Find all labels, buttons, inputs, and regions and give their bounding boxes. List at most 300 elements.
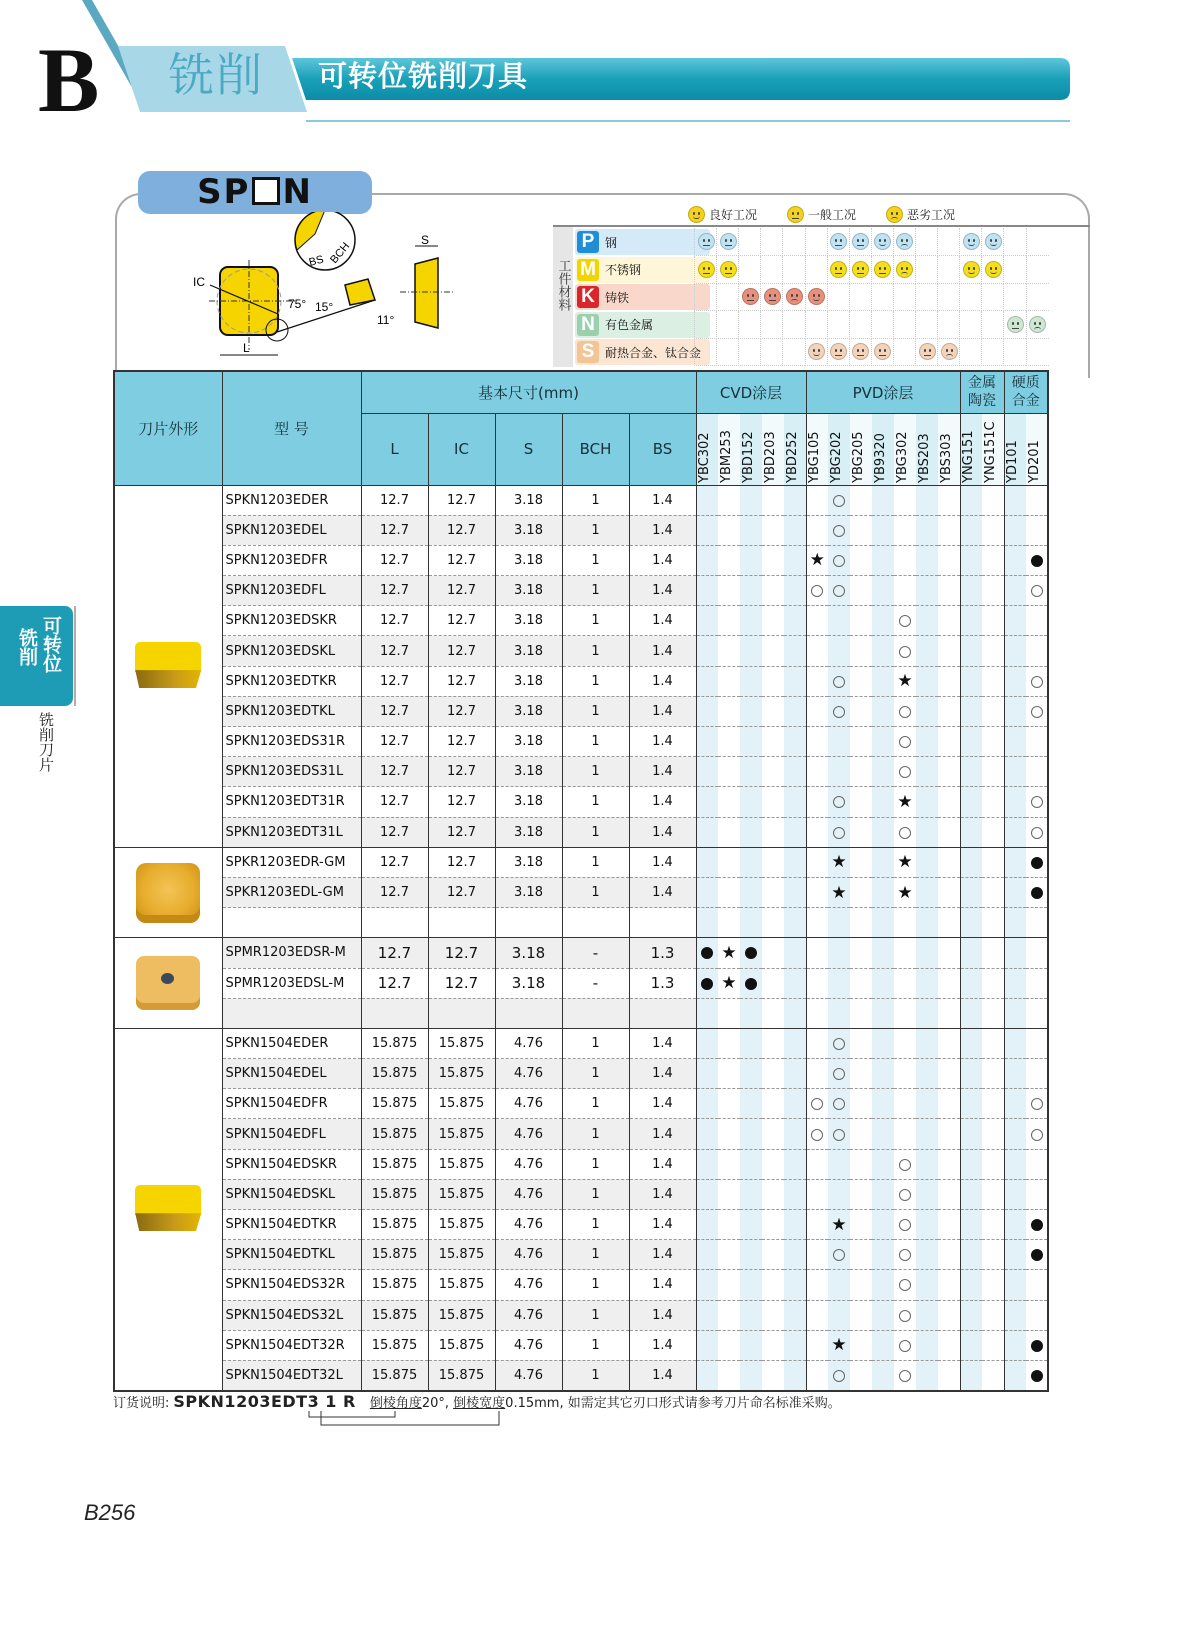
model-cell: SPKN1203EDT31L [222, 817, 361, 847]
grade-cell [1026, 1210, 1048, 1240]
grade-cell [762, 1300, 784, 1330]
grade-cell [850, 938, 872, 968]
grade-cell [740, 877, 762, 907]
grade-cell [1026, 1028, 1048, 1058]
grade-cell [718, 787, 740, 817]
dim-l-cell: 12.7 [361, 968, 428, 998]
grade-cell [740, 757, 762, 787]
grade-cell [938, 1179, 960, 1209]
grade-cell [982, 1360, 1004, 1390]
grade-cell [1004, 485, 1026, 515]
grade-cell [872, 757, 894, 787]
grade-cell [806, 636, 828, 666]
grade-cell [806, 968, 828, 998]
material-grade-cell [716, 338, 739, 366]
grade-cell [850, 696, 872, 726]
grade-cell [762, 1149, 784, 1179]
grade-cell [828, 938, 850, 968]
grade-cell [784, 877, 806, 907]
good-condition-face-icon [963, 233, 980, 250]
grade-cell [784, 1089, 806, 1119]
material-grade-cell [805, 311, 828, 339]
material-grade-cell [760, 228, 783, 256]
grade-cell [938, 787, 960, 817]
grade-cell [894, 998, 916, 1028]
material-grade-cell [782, 283, 805, 311]
grade-cell [740, 1028, 762, 1058]
grade-cell [938, 1270, 960, 1300]
grade-cell [806, 757, 828, 787]
grade-cell [740, 847, 762, 877]
grade-cell [872, 1089, 894, 1119]
grade-cell [806, 877, 828, 907]
grade-cell [850, 1240, 872, 1270]
grade-cell [828, 606, 850, 636]
grade-cell [696, 1240, 718, 1270]
material-grade-cell [937, 311, 960, 339]
grade-cell [982, 696, 1004, 726]
first-choice-star-icon: ★ [831, 1335, 847, 1356]
legend-normal: 一般工况 [787, 206, 856, 223]
grade-cell [806, 576, 828, 606]
grade-cell [960, 606, 982, 636]
table-row [114, 1300, 1048, 1330]
dim-l-cell: 15.875 [361, 1059, 428, 1089]
table-row [114, 1028, 1048, 1058]
dim-ic-cell: 12.7 [428, 847, 495, 877]
insert-shape-cell [114, 938, 222, 1029]
dim-bs-cell: 1.4 [629, 1270, 696, 1300]
grade-cell [850, 1330, 872, 1360]
table-row [114, 787, 1048, 817]
grade-cell [718, 1210, 740, 1240]
grade-cell [718, 515, 740, 545]
grade-cell [718, 877, 740, 907]
grade-cell [762, 877, 784, 907]
grade-cell [828, 908, 850, 938]
table-row [114, 877, 1048, 907]
grade-cell [916, 757, 938, 787]
chamfer-angle-label: 倒棱角度 [369, 1396, 422, 1411]
material-grade-cell [871, 283, 894, 311]
dim-ic-cell: 15.875 [428, 1028, 495, 1058]
grade-cell [740, 787, 762, 817]
dim-s-cell: 3.18 [495, 938, 562, 968]
grade-cell [850, 1300, 872, 1330]
grade-cell [740, 666, 762, 696]
legend-good: 良好工况 [688, 206, 757, 223]
dim-l-cell: 12.7 [361, 606, 428, 636]
grade-cell [982, 1240, 1004, 1270]
first-choice-star-icon: ★ [809, 550, 825, 571]
dim-ic-cell: 15.875 [428, 1330, 495, 1360]
dim-bch-cell: 1 [562, 1360, 629, 1390]
grade-cell [938, 1300, 960, 1330]
recommended-circle-icon [833, 1249, 845, 1261]
dim-bch-cell: 1 [562, 696, 629, 726]
grade-cell [960, 787, 982, 817]
material-grade-cell [805, 283, 828, 311]
material-grade-cell [694, 228, 717, 256]
grade-cell [762, 847, 784, 877]
model-cell: SPKN1504EDFR [222, 1089, 361, 1119]
grade-cell [828, 847, 850, 877]
dim-ic-cell [428, 998, 495, 1028]
model-cell: SPKN1203EDER [222, 485, 361, 515]
grade-cell [894, 877, 916, 907]
grade-cell [696, 1059, 718, 1089]
grade-cell [872, 1240, 894, 1270]
recommended-circle-icon [811, 1129, 823, 1141]
grade-cell [806, 1089, 828, 1119]
grade-cell [1026, 757, 1048, 787]
dim-bch-cell: 1 [562, 1300, 629, 1330]
material-grade-cell [694, 338, 717, 366]
dim-s-cell: 3.18 [495, 787, 562, 817]
grade-cell [1004, 545, 1026, 575]
grade-cell [1026, 545, 1048, 575]
available-dot-icon [701, 978, 713, 990]
normal-condition-face-icon [1007, 316, 1024, 333]
col-header-cermet: 金属陶瓷 [960, 371, 1004, 413]
material-letter-m: M [577, 259, 599, 281]
grade-cell [960, 485, 982, 515]
grade-cell [1026, 696, 1048, 726]
grade-cell [982, 757, 1004, 787]
grade-cell [982, 1119, 1004, 1149]
grade-cell [740, 1149, 762, 1179]
grade-cell [916, 877, 938, 907]
grade-cell [718, 636, 740, 666]
grade-cell [938, 1059, 960, 1089]
grade-cell [872, 1330, 894, 1360]
dim-s-cell: 3.18 [495, 545, 562, 575]
dim-s-cell: 3.18 [495, 817, 562, 847]
grade-cell [960, 908, 982, 938]
grade-cell [960, 1210, 982, 1240]
grade-cell [784, 938, 806, 968]
grade-cell [850, 666, 872, 696]
recommended-circle-icon [899, 1310, 911, 1322]
first-choice-star-icon: ★ [831, 1214, 847, 1235]
section-name: 铣削 [168, 48, 264, 102]
chamfer-angle-value: 20°, [421, 1396, 450, 1411]
grade-cell [1026, 485, 1048, 515]
available-dot-icon [1031, 555, 1043, 567]
dim-bs-cell: 1.4 [629, 757, 696, 787]
dim-bch-cell: - [562, 968, 629, 998]
grade-cell [1026, 1300, 1048, 1330]
table-row [114, 757, 1048, 787]
grade-cell [1026, 636, 1048, 666]
material-grade-cell [716, 228, 739, 256]
grade-cell [762, 1330, 784, 1360]
normal-condition-face-icon [830, 261, 847, 278]
grade-cell [1004, 968, 1026, 998]
dim-bch-cell: 1 [562, 817, 629, 847]
dim-l-cell: 12.7 [361, 636, 428, 666]
grade-cell [1004, 1270, 1026, 1300]
grade-cell [740, 696, 762, 726]
dim-s-cell: 3.18 [495, 968, 562, 998]
legend-bad: 恶劣工况 [886, 206, 955, 223]
material-grade-cell [827, 228, 850, 256]
available-dot-icon [745, 978, 757, 990]
grade-cell [784, 636, 806, 666]
grade-cell [718, 968, 740, 998]
recommended-circle-icon [899, 1189, 911, 1201]
model-cell: SPKN1203EDT31R [222, 787, 361, 817]
recommended-circle-icon [1031, 1129, 1043, 1141]
grade-cell [938, 998, 960, 1028]
recommended-circle-icon [811, 585, 823, 597]
grade-cell [960, 1119, 982, 1149]
grade-cell [784, 757, 806, 787]
grade-cell [740, 1119, 762, 1149]
dim-l-cell: 15.875 [361, 1270, 428, 1300]
grade-cell [696, 817, 718, 847]
grade-header-ybd252: YBD252 [784, 413, 806, 485]
grade-cell [938, 757, 960, 787]
grade-cell [960, 1330, 982, 1360]
recommended-circle-icon [899, 736, 911, 748]
recommended-circle-icon [1031, 827, 1043, 839]
dim-bch-cell: 1 [562, 1089, 629, 1119]
grade-cell [872, 1059, 894, 1089]
dim-bs-cell: 1.4 [629, 1089, 696, 1119]
grade-cell [916, 545, 938, 575]
grade-header-ybd152: YBD152 [740, 413, 762, 485]
dim-ic-cell: 12.7 [428, 515, 495, 545]
model-cell: SPKN1203EDSKL [222, 636, 361, 666]
material-grade-cell [849, 283, 872, 311]
recommended-circle-icon [1031, 796, 1043, 808]
grade-header-yng151c: YNG151C [982, 413, 1004, 485]
grade-cell [850, 1270, 872, 1300]
insert-family-badge [138, 171, 372, 214]
grade-cell [718, 576, 740, 606]
svg-text:S: S [421, 233, 430, 247]
dim-bs-cell: 1.4 [629, 515, 696, 545]
grade-cell [982, 606, 1004, 636]
grade-cell [828, 877, 850, 907]
model-cell: SPKR1203EDL-GM [222, 877, 361, 907]
grade-cell [872, 787, 894, 817]
model-cell: SPKR1203EDR-GM [222, 847, 361, 877]
grade-cell [718, 1240, 740, 1270]
dim-l-cell: 12.7 [361, 576, 428, 606]
model-cell: SPKN1203EDTKL [222, 696, 361, 726]
grade-cell [828, 666, 850, 696]
grade-cell [696, 1360, 718, 1390]
grade-cell [850, 636, 872, 666]
grade-cell [784, 696, 806, 726]
dim-bs-cell: 1.4 [629, 485, 696, 515]
dim-bch-cell: 1 [562, 515, 629, 545]
material-grade-cell [1003, 283, 1026, 311]
dim-ic-cell: 12.7 [428, 817, 495, 847]
grade-cell [872, 938, 894, 968]
dim-bch-cell: 1 [562, 576, 629, 606]
grade-cell [762, 998, 784, 1028]
grade-cell [828, 1360, 850, 1390]
grade-cell [982, 1179, 1004, 1209]
dim-bch-cell: 1 [562, 847, 629, 877]
grade-cell [1004, 908, 1026, 938]
grade-cell [696, 727, 718, 757]
insert-geometry-diagram [185, 212, 545, 362]
grade-cell [1004, 998, 1026, 1028]
grade-cell [894, 1240, 916, 1270]
grade-cell [696, 877, 718, 907]
recommended-circle-icon [1031, 585, 1043, 597]
dim-l-cell: 15.875 [361, 1360, 428, 1390]
grade-cell [1004, 1300, 1026, 1330]
grade-cell [828, 696, 850, 726]
dim-bch-cell [562, 998, 629, 1028]
material-grade-cell [893, 338, 916, 366]
grade-cell [916, 847, 938, 877]
available-dot-icon [701, 947, 713, 959]
grade-cell [894, 545, 916, 575]
svg-text:BS: BS [307, 253, 325, 269]
material-grade-cell [1003, 311, 1026, 339]
grade-cell [1004, 1089, 1026, 1119]
model-cell: SPKN1504EDT32R [222, 1330, 361, 1360]
grade-cell [740, 938, 762, 968]
normal-condition-face-icon [698, 233, 715, 250]
grade-cell [740, 636, 762, 666]
material-grade-cell [915, 256, 938, 284]
side-tab[interactable] [0, 606, 73, 706]
grade-cell [696, 1330, 718, 1360]
bad-condition-face-icon [941, 343, 958, 360]
material-grade-cell [959, 228, 982, 256]
dim-l-cell: 15.875 [361, 1028, 428, 1058]
grade-cell [696, 666, 718, 696]
dim-s-cell [495, 998, 562, 1028]
side-tab-label-1: 铣削 [16, 628, 38, 666]
grade-cell [982, 817, 1004, 847]
section-letter: B [38, 29, 100, 131]
grade-cell [1004, 515, 1026, 545]
grade-cell [762, 1028, 784, 1058]
dim-s-cell: 3.18 [495, 696, 562, 726]
grade-cell [850, 576, 872, 606]
dim-bch-cell: 1 [562, 1028, 629, 1058]
svg-text:IC: IC [193, 275, 205, 289]
grade-header-ybg205: YBG205 [850, 413, 872, 485]
model-cell: SPKN1203EDTKR [222, 666, 361, 696]
dim-l-cell [361, 998, 428, 1028]
grade-cell [938, 666, 960, 696]
table-row [114, 515, 1048, 545]
grade-cell [806, 1210, 828, 1240]
grade-cell [740, 1210, 762, 1240]
table-row [114, 938, 1048, 968]
material-grade-cell [937, 256, 960, 284]
grade-cell [806, 787, 828, 817]
grade-cell [828, 1300, 850, 1330]
normal-condition-face-icon [698, 261, 715, 278]
material-grade-cell [849, 228, 872, 256]
normal-condition-face-icon [720, 261, 737, 278]
grade-cell [718, 938, 740, 968]
dim-ic-cell: 15.875 [428, 1240, 495, 1270]
model-cell: SPKN1504EDT32L [222, 1360, 361, 1390]
dim-ic-cell: 15.875 [428, 1300, 495, 1330]
page-title: 可转位铣削刀具 [318, 59, 529, 93]
grade-cell [916, 938, 938, 968]
material-grade-cell [1026, 311, 1049, 339]
grade-header-yd201: YD201 [1026, 413, 1048, 485]
grade-cell [1004, 787, 1026, 817]
grade-cell [872, 696, 894, 726]
material-grade-cell [805, 338, 828, 366]
grade-cell [960, 938, 982, 968]
grade-cell [960, 1059, 982, 1089]
grade-cell [872, 1179, 894, 1209]
grade-cell [872, 636, 894, 666]
grade-cell [828, 757, 850, 787]
grade-cell [718, 696, 740, 726]
grade-cell [806, 1270, 828, 1300]
material-grade-cell [760, 338, 783, 366]
dim-bch-cell: 1 [562, 1330, 629, 1360]
dim-s-cell: 4.76 [495, 1360, 562, 1390]
dim-bch-cell [562, 908, 629, 938]
grade-cell [938, 636, 960, 666]
grade-cell [1026, 1270, 1048, 1300]
grade-cell [762, 1119, 784, 1149]
first-choice-star-icon: ★ [721, 942, 737, 963]
material-grade-cell [782, 228, 805, 256]
dim-ic-cell: 15.875 [428, 1149, 495, 1179]
grade-cell [696, 847, 718, 877]
grade-cell [784, 817, 806, 847]
material-grade-cell [716, 311, 739, 339]
grade-cell [806, 1179, 828, 1209]
grade-cell [894, 515, 916, 545]
material-name: 铸铁 [605, 290, 630, 305]
dim-l-cell: 15.875 [361, 1210, 428, 1240]
normal-condition-face-icon [830, 233, 847, 250]
order-note-label: 订货说明: [113, 1396, 170, 1411]
grade-cell [718, 606, 740, 636]
dim-l-cell: 12.7 [361, 485, 428, 515]
dim-s-cell: 4.76 [495, 1119, 562, 1149]
dim-s-cell: 3.18 [495, 636, 562, 666]
grade-cell [762, 938, 784, 968]
material-grade-cell [849, 311, 872, 339]
grade-cell [938, 545, 960, 575]
grade-cell [806, 847, 828, 877]
grade-cell [784, 1119, 806, 1149]
grade-cell [806, 545, 828, 575]
grade-cell [784, 1270, 806, 1300]
dim-bs-cell: 1.4 [629, 817, 696, 847]
dim-bs-cell: 1.4 [629, 1330, 696, 1360]
model-cell [222, 908, 361, 938]
material-grade-cell [827, 283, 850, 311]
grade-cell [718, 545, 740, 575]
grade-cell [894, 757, 916, 787]
grade-cell [696, 1179, 718, 1209]
grade-cell [960, 515, 982, 545]
grade-cell [696, 1270, 718, 1300]
material-grade-cell [738, 256, 761, 284]
grade-cell [784, 485, 806, 515]
